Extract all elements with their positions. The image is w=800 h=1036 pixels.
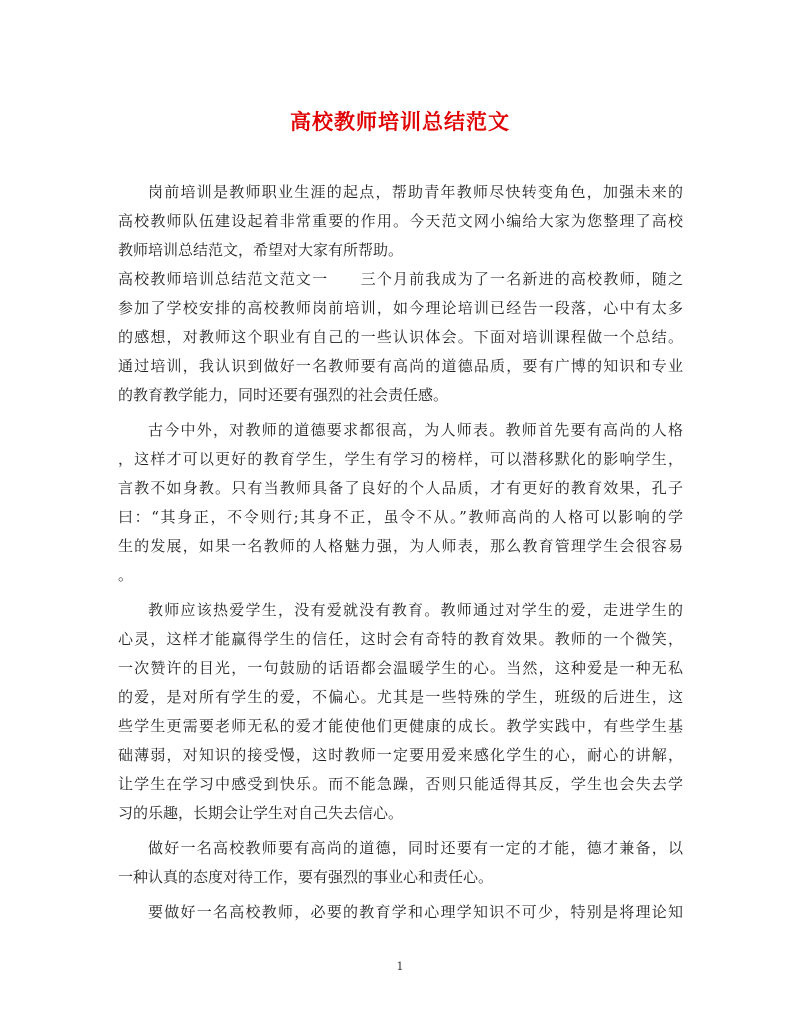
text-line: 古今中外，对教师的道德要求都很高，为人师表。教师首先要有高尚的人格 bbox=[148, 421, 683, 439]
page-number: 1 bbox=[396, 960, 404, 973]
text-line: 些学生更需要老师无私的爱才能使他们更健康的成长。教学实践中，有些学生基 bbox=[118, 717, 683, 735]
text-line: 参加了学校安排的高校教师岗前培训，如今理论培训已经告一段落，心中有太多 bbox=[118, 299, 683, 317]
text-line: 言教不如身教。只有当教师具备了良好的个人品质，才有更好的教育效果，孔子 bbox=[118, 479, 683, 497]
text-line: 要做好一名高校教师，必要的教育学和心理学知识不可少，特别是将理论知 bbox=[148, 903, 683, 921]
text-line: 让学生在学习中感受到快乐。而不能急躁，否则只能适得其反，学生也会失去学 bbox=[118, 775, 683, 793]
text-line: 的感想，对教师这个职业有自己的一些认识体会。下面对培训课程做一个总结。 bbox=[118, 328, 683, 346]
text-line: 习的乐趣，长期会让学生对自己失去信心。 bbox=[118, 804, 404, 822]
text-line: 教师培训总结范文，希望对大家有所帮助。 bbox=[118, 241, 404, 259]
text-line: 高校教师队伍建设起着非常重要的作用。今天范文网小编给大家为您整理了高校 bbox=[118, 212, 683, 230]
text-line: 的教育教学能力，同时还要有强烈的社会责任感。 bbox=[118, 386, 449, 404]
document-body bbox=[118, 178, 683, 927]
text-line: 岗前培训是教师职业生涯的起点，帮助青年教师尽快转变角色，加强未来的 bbox=[148, 183, 683, 201]
text-line: 高校教师培训总结范文范文一 三个月前我成为了一名新进的高校教师，随之 bbox=[118, 270, 683, 288]
text-line: 心灵，这样才能赢得学生的信任，这时会有奇特的教育效果。教师的一个微笑， bbox=[118, 630, 683, 648]
text-line: 曰：“其身正，不令则行;其身不正，虽令不从。”教师高尚的人格可以影响的学 bbox=[118, 508, 683, 526]
text-line: 做好一名高校教师要有高尚的道德，同时还要有一定的才能，德才兼备，以 bbox=[148, 839, 683, 857]
text-line: 的爱，是对所有学生的爱，不偏心。尤其是一些特殊的学生，班级的后进生，这 bbox=[118, 688, 683, 706]
text-line: 教师应该热爱学生，没有爱就没有教育。教师通过对学生的爱，走进学生的 bbox=[148, 601, 683, 619]
text-line: ，这样才可以更好的教育学生，学生有学习的榜样，可以潜移默化的影响学生， bbox=[118, 450, 683, 468]
text-line: 。 bbox=[118, 566, 134, 584]
document-title: 高校教师培训总结范文 bbox=[290, 109, 510, 134]
text-line: 通过培训，我认识到做好一名教师要有高尚的道德品质，要有广博的知识和专业 bbox=[118, 357, 683, 375]
text-line: 一种认真的态度对待工作，要有强烈的事业心和责任心。 bbox=[118, 868, 494, 886]
text-line: 础薄弱，对知识的接受慢，这时教师一定要用爱来感化学生的心，耐心的讲解， bbox=[118, 746, 683, 764]
text-line: 生的发展，如果一名教师的人格魅力强，为人师表，那么教育管理学生会很容易 bbox=[118, 537, 683, 555]
text-line: 一次赞许的目光，一句鼓励的话语都会温暖学生的心。当然，这种爱是一种无私 bbox=[118, 659, 683, 677]
